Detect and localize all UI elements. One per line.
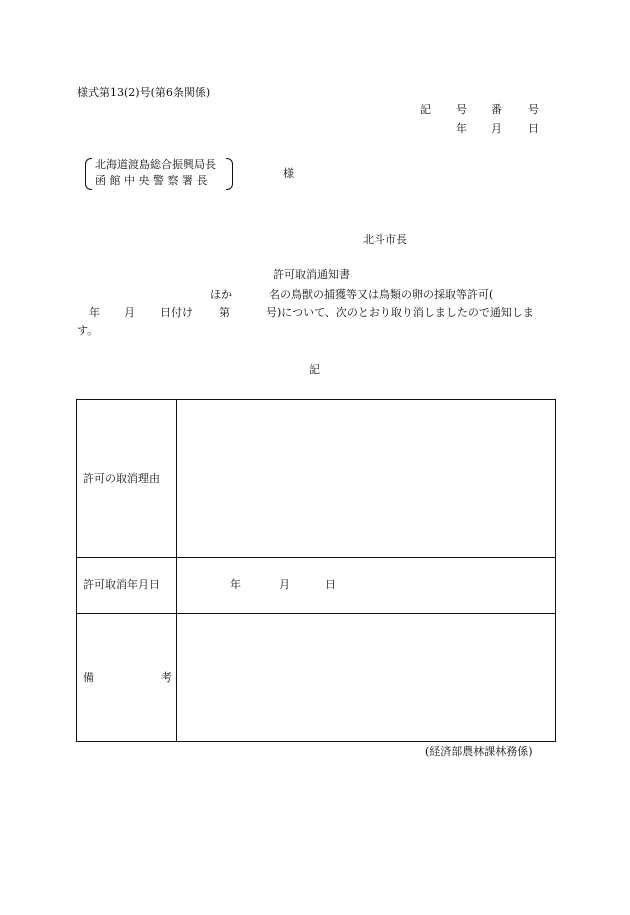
header-day: 日 — [528, 122, 539, 135]
table-divider-row1 — [77, 557, 555, 558]
header-ban: 番 — [491, 103, 502, 116]
details-table — [76, 399, 556, 742]
row-remarks-label-a: 備 — [83, 671, 94, 684]
footer-department: (経済部農林課林務係) — [425, 745, 533, 758]
body-line2: 号)について、次のとおり取り消しましたので通知しま — [266, 306, 534, 319]
row-date-month: 月 — [279, 578, 290, 591]
header-month: 月 — [491, 122, 502, 135]
body-month: 月 — [124, 306, 135, 319]
row-remarks-label-b: 考 — [161, 671, 172, 684]
ki-heading: 記 — [309, 363, 320, 376]
form-id: 様式第13(2)号(第6条関係) — [77, 86, 211, 99]
recipient-line1: 北海道渡島総合振興局長 — [95, 158, 216, 171]
row-date-label: 許可取消年月日 — [83, 578, 160, 591]
header-year: 年 — [456, 122, 467, 135]
row-reason-label: 許可の取消理由 — [83, 472, 160, 485]
recipient-honorific: 様 — [283, 167, 294, 180]
body-line1: 名の鳥獣の捕獲等又は鳥類の卵の採取等許可( — [269, 288, 494, 301]
recipient-bracket-left — [85, 158, 92, 190]
table-divider-vertical — [176, 400, 177, 741]
body-day: 日付け — [160, 306, 193, 319]
body-dai: 第 — [219, 306, 230, 319]
row-date-year: 年 — [230, 578, 241, 591]
row-date-day: 日 — [325, 578, 336, 591]
table-divider-row2 — [77, 613, 555, 614]
recipient-line2: 函 館 中 央 警 察 署 長 — [95, 174, 208, 187]
recipient-bracket-right — [226, 158, 233, 190]
body-line3: す。 — [77, 324, 99, 337]
body-hoka: ほか — [210, 288, 232, 301]
header-go2: 号 — [528, 103, 539, 116]
document-title: 許可取消通知書 — [273, 268, 350, 281]
sender: 北斗市長 — [363, 233, 407, 246]
header-ki: 記 — [420, 103, 431, 116]
body-year: 年 — [89, 306, 100, 319]
header-go: 号 — [456, 103, 467, 116]
